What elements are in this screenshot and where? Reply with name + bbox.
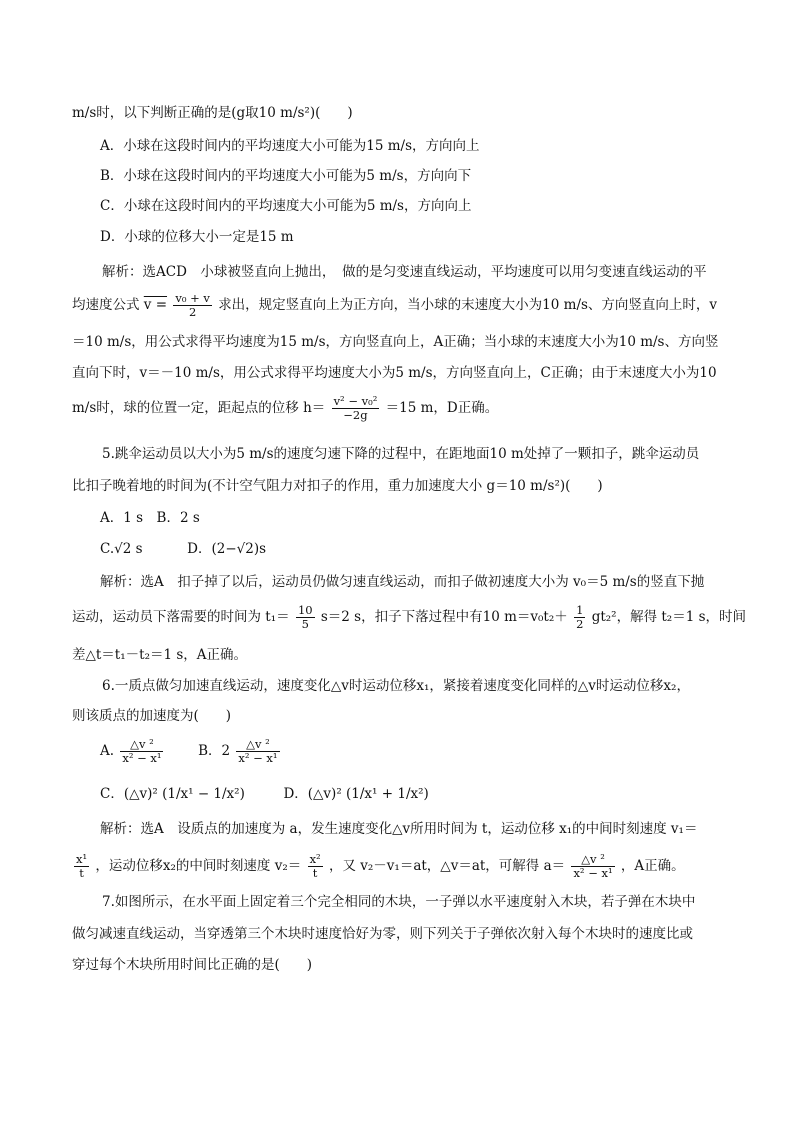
q7-stem-line2: 做匀减速直线运动，当穿透第三个木块时速度恰好为零，则下列关于子弹依次射入每个木块时的速度比或 [72,926,693,942]
fraction: $\frac{\text{x²}}{t}$ [309,852,321,880]
q4-analysis-line4: 直向下时，v＝－10 m/s，用公式求得平均速度大小为5 m/s，方向竖直向上，C正确；由于末速度大小为10 [72,365,717,381]
q6-analysis-text: ，运动位移x₂的中间时刻速度 v₂＝ [95,858,302,874]
q4-option-c: C．小球在这段时间内的平均速度大小可能为5 m/s，方向向上 [100,198,472,214]
fraction: $\frac{\text{△v ²}}{\text{x² − x¹}}$ [238,737,278,765]
q5-stem-line1: 5.跳伞运动员以大小为5 m/s的速度匀速下降的过程中，在距地面10 m处掉了一颗扣子，跳伞运动员 [102,446,700,462]
q5-analysis-line3: 差△t＝t₁－t₂＝1 s，A正确。 [72,647,248,663]
fraction: $\frac{\text{x¹}}{t}$ [76,852,88,880]
q6-analysis-line1: 解析：选A 设质点的加速度为 a，发生速度变化△v所用时间为 t，运动位移 x₁的中间时刻速度 v₁＝ [100,821,698,837]
q4-option-d: D．小球的位移大小一定是15 m [100,229,294,245]
q6-option-d-expr: (1/x¹ + 1/x²) [346,786,429,802]
q5-stem-line2: 比扣子晚着地的时间为(不计空气阻力对扣子的作用，重力加速度大小 g＝10 m/s²)( ) [72,478,603,494]
q6-option-c-expr: (1/x¹ − 1/x²) [162,786,245,802]
q5-analysis-line1: 解析：选A 扣子掉了以后，运动员仍做匀速直线运动，而扣子做初速度大小为 v₀＝5 m/s的竖直下抛 [100,574,705,590]
fraction: $\frac{\text{v₀ + v}}{2}$ [175,291,210,319]
average-velocity-symbol: v = [143,297,168,313]
q4-analysis-text: ＝15 m，D正确。 [385,400,499,416]
q6-analysis-text: ，又 v₂－v₁＝at，△v＝at，可解得 a＝ [328,858,566,874]
q4-analysis-line5 [72,395,724,422]
q5-options-ab: A．1 s B．2 s [100,510,200,526]
q5-analysis-text: 运动，运动员下落需要的时间为 t₁＝ [72,609,290,625]
q5-analysis-text: s＝2 s，扣子下落过程中有10 m＝v₀t₂＋ [320,609,568,625]
q5-option-c: C.√2 s [100,541,143,557]
q5-analysis-line2 [72,603,747,631]
fraction: $\frac{\text{v² − v₀²}}{-2g}$ [333,394,378,422]
q6-option-d-label: D．(△v)² [283,786,342,802]
q4-stem-tail: m/s时，以下判断正确的是(g取10 m/s²)( ) [72,105,353,121]
q4-analysis-line2 [72,292,724,319]
q7-stem-line3: 穿过每个木块所用时间比正确的是( ) [72,957,313,973]
q6-options-cd [100,784,724,804]
fraction: $\frac{10}{5}$ [297,603,313,631]
q6-option-b-label: B．2 [198,743,231,759]
q4-analysis-line1: 解析：选ACD 小球被竖直向上抛出， 做的是匀变速直线运动，平均速度可以用匀变速直线运动的平 [102,264,707,280]
q4-option-b: B．小球在这段时间内的平均速度大小可能为5 m/s，方向向下 [100,168,472,184]
q6-analysis-line2 [72,853,724,880]
q4-analysis-text: 均速度公式 [72,297,140,313]
q5-options-cd [100,539,724,559]
q6-option-c-label: C．(△v)² [100,786,158,802]
q6-option-a-label: A. [100,743,115,759]
fraction: $\frac{1}{2}$ [576,603,584,631]
q6-stem-line2: 则该质点的加速度为( ) [72,708,232,724]
q5-option-d: D．(2−√2)s [187,541,267,557]
q6-stem-line1: 6.一质点做匀加速直线运动，速度变化△v时运动位移x₁，紧接着速度变化同样的△v时运动位移x₂， [102,678,690,694]
fraction: $\frac{\text{△v ²}}{\text{x² − x¹}}$ [573,852,613,880]
q5-analysis-text: gt₂²，解得 t₂＝1 s，时间 [591,609,747,625]
q6-analysis-text: ，A正确。 [620,858,685,874]
q4-option-a: A．小球在这段时间内的平均速度大小可能为15 m/s，方向向上 [100,138,480,154]
q4-analysis-line3: ＝10 m/s，用公式求得平均速度为15 m/s，方向竖直向上，A正确；当小球的末速度大小为10 m/s、方向竖 [72,334,719,350]
q7-stem-line1: 7.如图所示，在水平面上固定着三个完全相同的木块，一子弹以水平速度射入木块，若子弹在木块中 [102,894,696,910]
q4-analysis-text: 求出，规定竖直向上为正方向，当小球的末速度大小为10 m/s、方向竖直向上时，v [218,297,718,313]
q6-options-ab [100,738,724,765]
q4-analysis-text: m/s时，球的位置一定，距起点的位移 h＝ [72,400,326,416]
fraction: $\frac{\text{△v ²}}{\text{x² − x¹}}$ [122,737,162,765]
